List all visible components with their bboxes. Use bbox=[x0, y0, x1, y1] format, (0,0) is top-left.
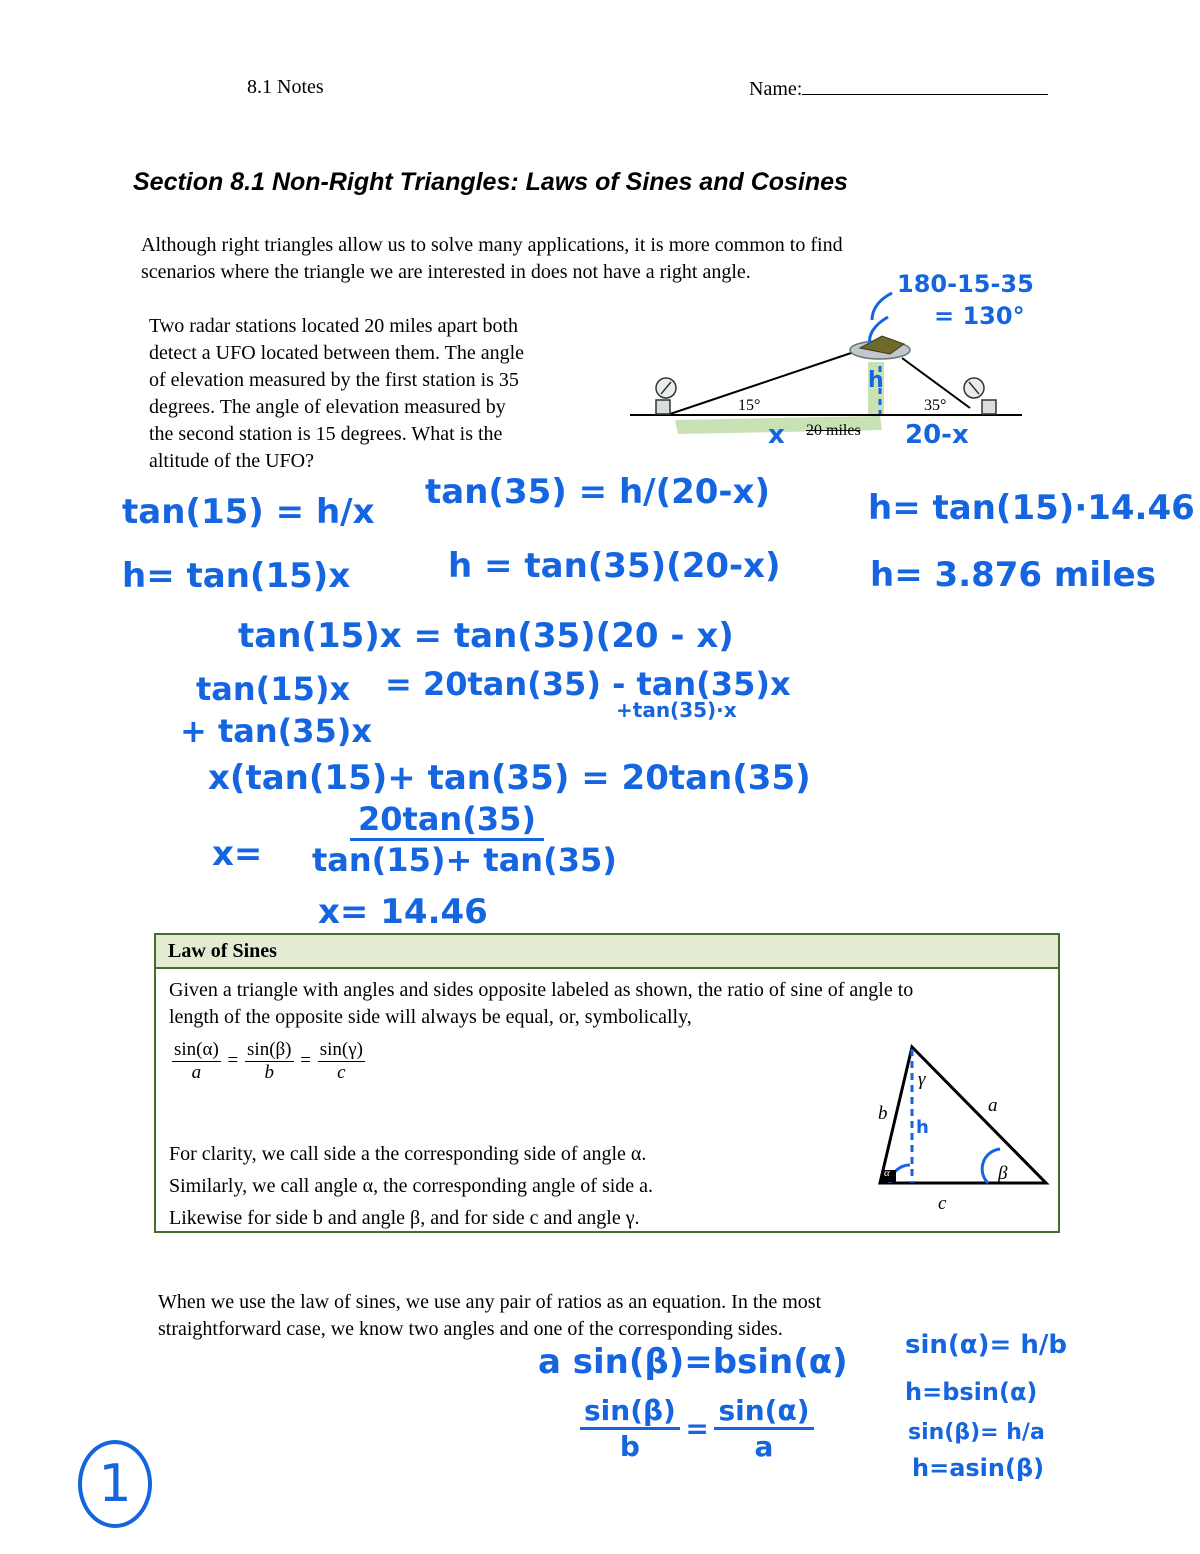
hw-line-2a: h= tan(15)x bbox=[122, 556, 351, 596]
hw-20-minus-x-label: 20-x bbox=[905, 420, 969, 450]
hw-fraction-beta: $\frac{\sin(\beta)}{b}$ bbox=[580, 1394, 680, 1463]
hw-line-7-lhs: x= bbox=[212, 834, 263, 874]
hw-h-bsin: h=bsin(α) bbox=[905, 1378, 1038, 1406]
equals-sign: = bbox=[300, 1049, 311, 1071]
section-title: Section 8.1 Non-Right Triangles: Laws of Sines and Cosines bbox=[133, 168, 848, 196]
intro-line: scenarios where the triangle we are interested in does not have a right angle. bbox=[141, 261, 751, 283]
header-title: 8.1 Notes bbox=[247, 76, 324, 98]
law-description bbox=[169, 977, 1049, 1031]
law-desc-line: length of the opposite side will always be equal, or, symbolically, bbox=[169, 1006, 692, 1028]
ratio-beta: $\frac{\sin(\beta)}{b}$ bbox=[247, 1039, 292, 1083]
name-label: Name: bbox=[749, 78, 803, 100]
triangle-side-c-label: c bbox=[938, 1193, 947, 1214]
hw-line-6: x(tan(15)+ tan(35) = 20tan(35) bbox=[208, 758, 811, 798]
hw-line-1a: tan(15) = h/x bbox=[122, 492, 375, 532]
angle-15-label: 15° bbox=[738, 397, 761, 414]
after-line: straightforward case, we know two angles and one of the corresponding sides. bbox=[158, 1318, 783, 1340]
problem-line: degrees. The angle of elevation measured by bbox=[149, 396, 506, 418]
law-of-sines-heading: Law of Sines bbox=[156, 935, 1058, 969]
radar-station-left-icon bbox=[656, 378, 676, 414]
law-formula bbox=[170, 1039, 367, 1084]
after-paragraph bbox=[158, 1289, 978, 1343]
hw-sin-alpha: sin(α)= h/b bbox=[905, 1330, 1067, 1360]
problem-line: of elevation measured by the first station is 35 bbox=[149, 369, 519, 391]
name-line bbox=[802, 76, 1048, 95]
labeled-triangle-diagram bbox=[876, 1041, 1056, 1201]
page-number: 1 bbox=[98, 1454, 132, 1514]
hw-h-asin: h=asin(β) bbox=[912, 1454, 1045, 1482]
hw-line-3: tan(15)x = tan(35)(20 - x) bbox=[238, 616, 734, 656]
hw-line-4b: = 20tan(35) - tan(35)x bbox=[385, 665, 791, 703]
triangle-h-label: h bbox=[916, 1117, 929, 1138]
clarification-line: For clarity, we call side a the corresponding side of angle α. bbox=[169, 1143, 647, 1165]
hw-line-4a: tan(15)x bbox=[196, 670, 351, 708]
hw-x-label: x bbox=[768, 420, 785, 450]
law-of-sines-box bbox=[154, 933, 1060, 1233]
law-desc-line: Given a triangle with angles and sides opposite labeled as shown, the ratio of sine of angle to bbox=[169, 979, 914, 1001]
triangle-beta-label: β bbox=[998, 1163, 1008, 1184]
hw-h-label: h bbox=[868, 368, 884, 393]
hw-fraction-alpha: $\frac{\sin(\alpha)}{a}$ bbox=[714, 1394, 813, 1463]
equals-sign: = bbox=[227, 1049, 239, 1071]
hw-sin-beta: sin(β)= h/a bbox=[908, 1420, 1045, 1445]
triangle-side-b-label: b bbox=[878, 1103, 888, 1124]
hw-equals: = bbox=[685, 1412, 709, 1445]
problem-paragraph bbox=[149, 313, 619, 475]
name-field bbox=[749, 76, 1048, 101]
triangle-gamma-label: γ bbox=[918, 1069, 926, 1090]
hw-ratio-fractions bbox=[580, 1394, 830, 1463]
page-number-circle bbox=[78, 1440, 152, 1528]
hw-line-4c: +tan(35)·x bbox=[616, 698, 737, 722]
after-line: When we use the law of sines, we use any pair of ratios as an equation. In the most bbox=[158, 1291, 822, 1313]
radar-station-right-icon bbox=[964, 378, 996, 414]
base-distance-label: 20 miles bbox=[806, 422, 861, 439]
triangle-alpha-label: α bbox=[884, 1167, 890, 1179]
problem-line: detect a UFO located between them. The angle bbox=[149, 342, 525, 364]
hw-fraction-denominator: tan(15)+ tan(35) bbox=[312, 841, 617, 879]
hw-line-1c: h= tan(15)·14.46 bbox=[868, 488, 1195, 528]
hw-ratio-equation: a sin(β)=bsin(α) bbox=[538, 1342, 848, 1382]
clarification-line: Similarly, we call angle α, the corresponding angle of side a. bbox=[169, 1175, 654, 1197]
hw-line-7-fraction bbox=[312, 800, 617, 879]
hw-line-2c: h= 3.876 miles bbox=[870, 555, 1156, 595]
problem-line: altitude of the UFO? bbox=[149, 450, 314, 472]
hw-line-5: + tan(35)x bbox=[180, 712, 373, 750]
left-side bbox=[670, 350, 860, 414]
angle-35-label: 35° bbox=[924, 397, 947, 414]
hw-fraction-numerator: 20tan(35) bbox=[350, 800, 544, 841]
hw-angle-result: = 130° bbox=[934, 302, 1025, 330]
hw-line-2b: h = tan(35)(20-x) bbox=[448, 546, 781, 586]
clarification-line: Likewise for side b and angle β, and for side c and angle γ. bbox=[169, 1207, 640, 1229]
problem-line: Two radar stations located 20 miles apart both bbox=[149, 315, 519, 337]
ratio-alpha: $\frac{\sin(\alpha)}{a}$ bbox=[174, 1039, 219, 1083]
hw-line-1b: tan(35) = h/(20-x) bbox=[425, 472, 771, 512]
hw-angle-calc: 180-15-35 bbox=[897, 270, 1034, 298]
hw-line-8: x= 14.46 bbox=[318, 892, 488, 932]
triangle-side-a-label: a bbox=[988, 1095, 998, 1116]
law-clarification bbox=[169, 1138, 809, 1234]
ratio-gamma: $\frac{\sin(\gamma)}{c}$ bbox=[319, 1039, 363, 1083]
intro-line: Although right triangles allow us to solve many applications, it is more common to find bbox=[141, 234, 843, 256]
problem-line: the second station is 15 degrees. What is the bbox=[149, 423, 503, 445]
ufo-diagram bbox=[620, 270, 1060, 470]
ufo-icon bbox=[850, 336, 910, 359]
